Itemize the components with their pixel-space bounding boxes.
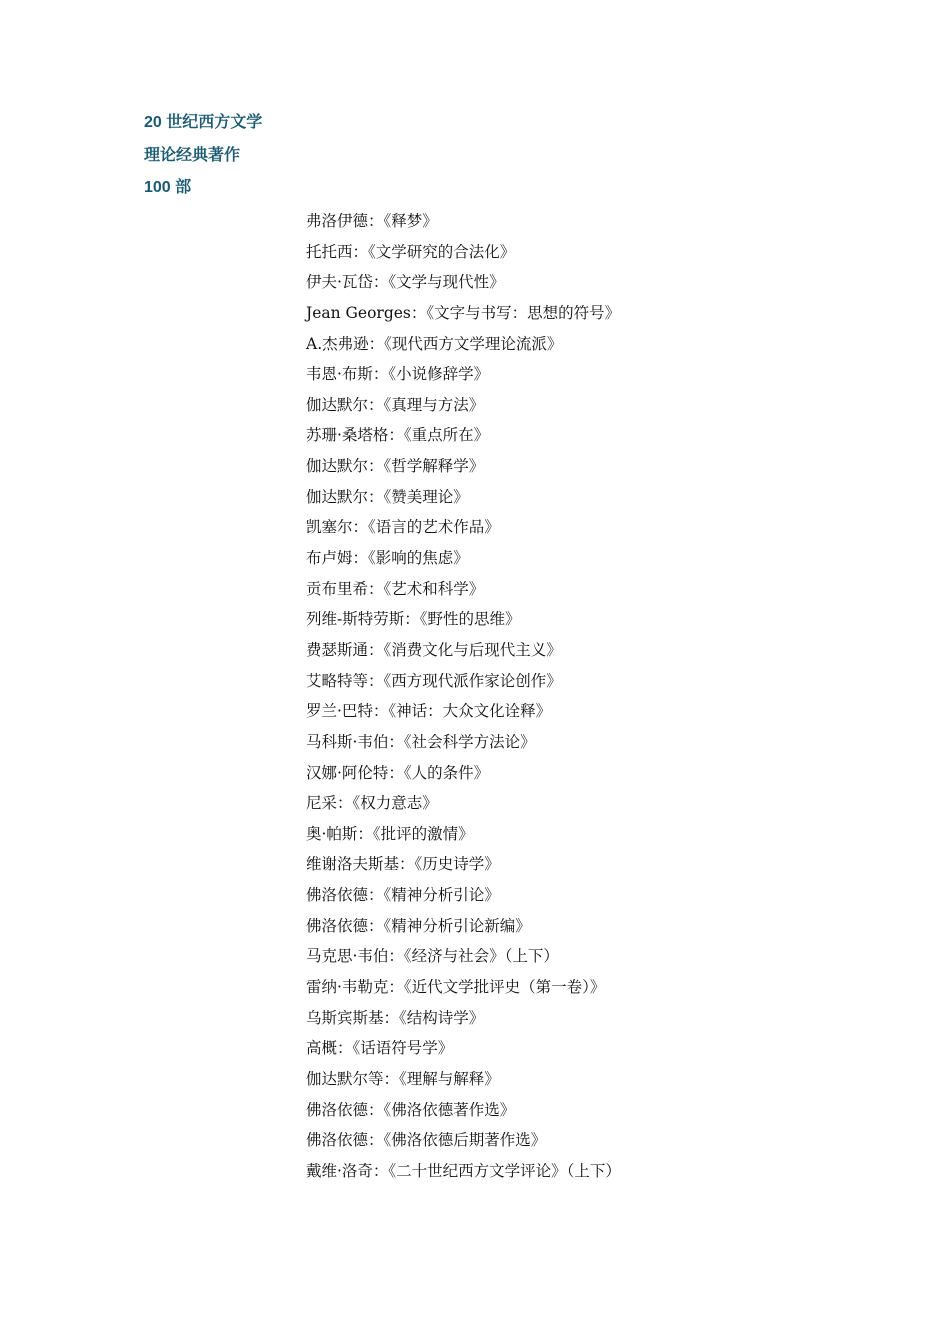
book-list-item: 伽达默尔：《赞美理论》 [306,487,469,506]
book-list-item: 高概：《话语符号学》 [306,1039,454,1058]
book-list-item: 佛洛依德：《精神分析引论新编》 [306,916,531,935]
book-list-item: 艾略特等：《西方现代派作家论创作》 [306,671,562,690]
document-heading [144,107,262,205]
book-list-item: 弗洛伊德：《释梦》 [306,212,438,230]
book-list-item: 马克思·韦伯：《经济与社会》（上下） [306,947,559,966]
book-list-item: 伽达默尔：《真理与方法》 [306,395,485,414]
book-list-item: 雷纳·韦勒克：《近代文学批评史（第一卷）》 [306,978,606,997]
book-list-item: A.杰弗逊：《现代西方文学理论流派》 [306,334,563,353]
book-list-item: 伊夫·瓦岱：《文学与现代性》 [306,273,505,292]
book-list-item: 乌斯宾斯基：《结构诗学》 [306,1008,485,1027]
book-list-item: 佛洛依德：《佛洛依德后期著作选》 [306,1131,547,1150]
book-list-item: 贡布里希：《艺术和科学》 [306,579,485,598]
book-list-item: 罗兰·巴特：《神话：大众文化诠释》 [306,702,552,721]
book-list-item: 佛洛依德：《佛洛依德著作选》 [306,1100,516,1119]
book-list-item: 伽达默尔：《哲学解释学》 [306,457,485,476]
book-list-item: 列维-斯特劳斯：《野性的思维》 [306,610,521,629]
book-list-item: 苏珊·桑塔格：《重点所在》 [306,426,490,445]
book-list-item: 马科斯·韦伯：《社会科学方法论》 [306,732,536,751]
book-list [306,206,621,1187]
book-list-item: 凯塞尔：《语言的艺术作品》 [306,518,500,537]
heading-line-2: 理论经典著作 [144,146,241,164]
book-list-item: 托托西：《文学研究的合法化》 [306,242,516,261]
heading-line-3: 100 部 [144,179,192,196]
book-list-item: 佛洛依德：《精神分析引论》 [306,886,500,905]
book-list-item: 汉娜·阿伦特：《人的条件》 [306,763,490,782]
book-list-item: 布卢姆：《影响的焦虑》 [306,549,469,568]
book-list-item: 戴维·洛奇：《二十世纪西方文学评论》（上下） [306,1161,621,1180]
book-list-item: 尼采：《权力意志》 [306,794,438,813]
book-list-item: 维谢洛夫斯基：《历史诗学》 [306,855,500,874]
book-list-item: 伽达默尔等：《理解与解释》 [306,1069,500,1088]
book-list-item: 费瑟斯通：《消费文化与后现代主义》 [306,640,562,659]
book-list-item: 韦恩·布斯：《小说修辞学》 [306,365,490,384]
book-list-item: Jean Georges：《文字与书写：思想的符号》 [306,303,621,322]
heading-line-1: 20 世纪西方文学 [144,114,263,131]
book-list-item: 奥·帕斯：《批评的激情》 [306,824,474,843]
